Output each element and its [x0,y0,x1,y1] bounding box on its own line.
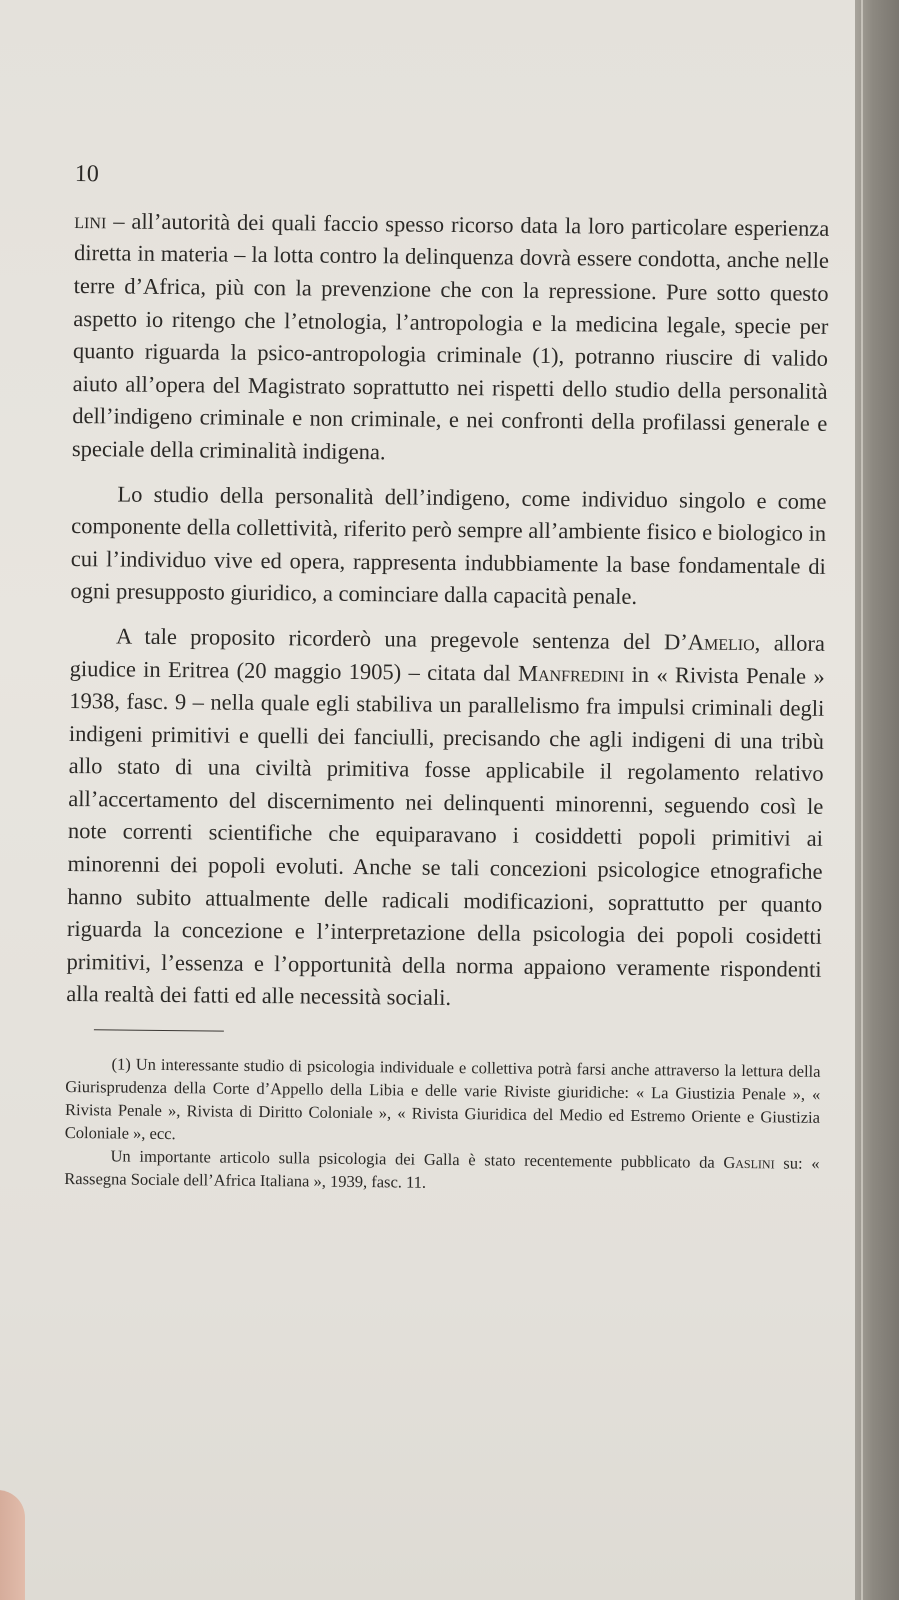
paragraph-3-text-3: in « Rivista Penale » 1938, fasc. 9 – nella quale egli stabiliva un parallelismo fra impulsi criminali degli indigeni primitivi e quelli dei fanciulli, precisando che agli indigeni di una tribù allo stato di una civiltà primitiva fosse applicabile il regolamento relativo all’accertamento del discernimento nei delinquenti minorenni, seguendo così le note correnti scientifiche che equiparavano i cosiddetti popoli primitivi ai minorenni dei popoli evoluti. Anche se tali concezioni psicologice etnografiche hanno subito attualmente delle radicali modificazioni, soprattutto per quanto riguarda la concezione e l’interpretazione della psicologia dei popoli cosidetti primitivi, l’essenza e l’opportunità della norma appaiono veramente rispondenti alla realtà dei fatti ed alle necessità sociali. [66,661,825,1011]
footnote-divider [94,1029,224,1031]
author-name-amelio: Amelio [687,629,755,656]
paragraph-3-text-2: , allora giudice in Eritrea (20 maggio 1905) – citata dal [69,630,826,686]
paragraph-3-text-1: A tale proposito ricorderò una pregevole sentenza del D’ [115,623,688,655]
footnote-2-text-1: Un importante articolo sulla psicologia dei Galla è stato recentemente pubblicato da [110,1146,724,1172]
footnote-1: (1) Un interessante studio di psicologia individuale e collettiva potrà farsi anche attraverso la lettura della Giurisprudenza della Corte d’Appello della Libia e delle varie Riviste giuridiche: « La Giustizia Penale », « Rivista Penale », Rivista di Diritto Coloniale », « Rivista Giuridica del Medio ed Estremo Oriente e Giustizia Coloniale », ecc. [64,1054,821,1144]
footnote-2-text-2: su: « Rassegna Sociale dell’Africa Italiana », 1939, fasc. 11. [64,1153,820,1192]
paragraph-1-text: – all’autorità dei quali faccio spesso ricorso data la loro particolare esperienza diretta in materia – la lotta contro la delinquenza dovrà essere condotta, anche nelle terre d’Africa, più con la prevenzione che con la repressione. Pure sotto questo aspetto io ritengo che l’etnologia, l’antropologia e la medicina legale, specie per quanto riguarda la psico-antropologia criminale (1), potranno riuscire di valido aiuto all’opera del Magistrato soprattutto nei rispetti dello studio della personalità dell’indigeno criminale e non criminale, e nei confronti della profilassi generale e speciale della criminalità indigena. [71,208,830,465]
author-name-smallcaps: lini [74,207,107,234]
page-number: 10 [74,160,99,188]
author-name-gaslini: Gaslini [723,1152,775,1173]
author-name-manfredini: Manfredini [517,660,625,687]
thumb [0,1490,25,1600]
paragraph-3 [66,620,825,1019]
page-content [64,160,830,1198]
page-stack-edge [855,0,899,1600]
paragraph-2: Lo studio della personalità dell’indigeno, come individuo singolo e come componente della collettività, riferito però sempre all’ambiente fisico e biologico in cui l’individuo vive ed opera, rappresenta indubbiamente la base fondamentale di ogni presupposto giuridico, a cominciare dalla capacità penale. [70,481,827,610]
paragraph-1 [72,205,830,474]
footnote-2 [64,1144,819,1198]
